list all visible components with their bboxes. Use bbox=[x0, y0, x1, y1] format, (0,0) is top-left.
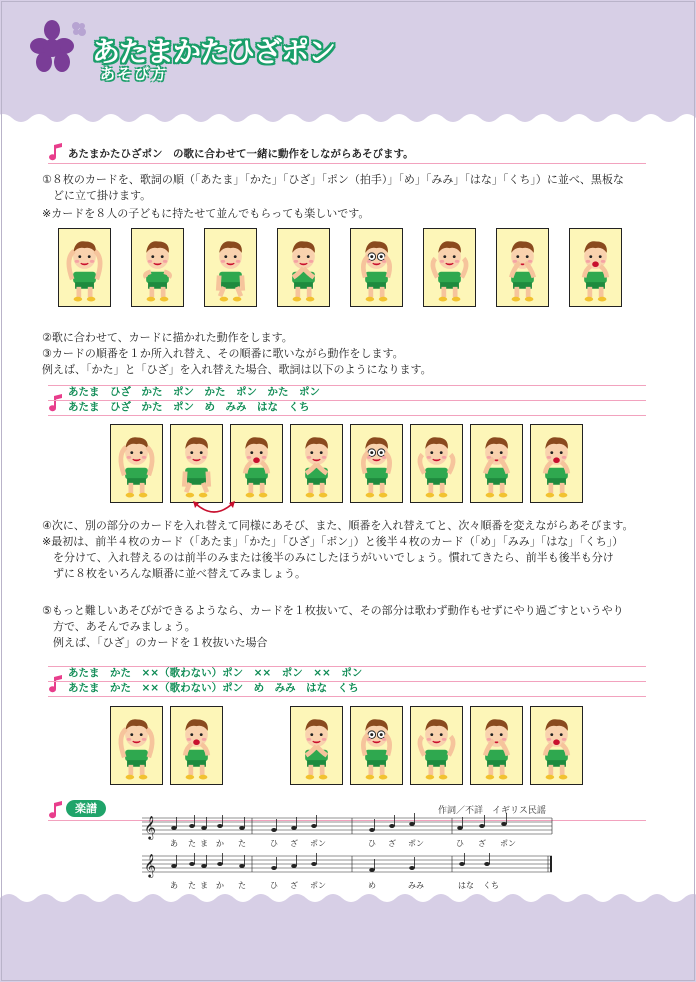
score-syllable: た bbox=[238, 839, 246, 848]
removed-card bbox=[170, 706, 223, 785]
swap-arrow-icon bbox=[190, 498, 238, 520]
score-syllable: あ bbox=[170, 839, 178, 848]
svg-text:𝄞: 𝄞 bbox=[144, 815, 156, 839]
music-note-icon bbox=[48, 800, 66, 820]
score-note bbox=[409, 866, 415, 870]
action-card bbox=[423, 228, 476, 307]
score-note bbox=[171, 826, 177, 830]
step5-line1: ⑤もっと難しいあそびができるようなら、カードを１枚抜いて、その部分は歌わず動作もせずにやり過ごすというやり bbox=[42, 604, 624, 617]
removed-card bbox=[410, 706, 463, 785]
action-card bbox=[569, 228, 622, 307]
score-note bbox=[189, 824, 195, 828]
score-syllable: ま bbox=[200, 839, 208, 848]
action-card bbox=[58, 228, 111, 307]
step2-text: ②歌に合わせて、カードに描かれた動作をします。 bbox=[42, 331, 293, 344]
removed-card bbox=[350, 706, 403, 785]
score-label: 楽譜 bbox=[66, 800, 106, 817]
score-credit: 作詞／不詳 イギリス民謡 bbox=[438, 806, 546, 816]
step1-line2: どに立て掛けます。 bbox=[42, 189, 152, 202]
action-card bbox=[204, 228, 257, 307]
flower-logo-icon bbox=[30, 18, 92, 78]
score-note bbox=[291, 826, 297, 830]
swapped-card bbox=[230, 424, 283, 503]
score-syllable: くち bbox=[483, 881, 499, 890]
score-note bbox=[217, 824, 223, 828]
step4-line1: ④次に、別の部分のカードを入れ替えて同様にあそび、また、順番を入れ替えてと、次々順番を変えながらあそびます。 bbox=[42, 519, 634, 532]
score-syllable: た bbox=[238, 881, 246, 890]
score-note bbox=[201, 864, 207, 868]
score-note bbox=[271, 828, 277, 832]
score-note bbox=[239, 826, 245, 830]
score-syllable: ひ bbox=[456, 839, 464, 848]
score-note bbox=[457, 826, 463, 830]
score-syllable: め bbox=[368, 881, 376, 890]
removed-card bbox=[470, 706, 523, 785]
music-note-icon bbox=[48, 142, 66, 162]
score-syllable: か bbox=[216, 881, 224, 890]
step5-line2: 方で、あそんでみましょう。 bbox=[42, 620, 196, 633]
step1-note: ※カードを８人の子どもに持たせて並んでもらっても楽しいです。 bbox=[42, 207, 370, 220]
score-note bbox=[189, 862, 195, 866]
lyrics2-line2: あたま かた ××（歌わない）ポン め みみ はな くち bbox=[68, 682, 359, 694]
score-note bbox=[291, 864, 297, 868]
score-syllable: ひ bbox=[270, 881, 278, 890]
score-syllable: ひ bbox=[368, 839, 376, 848]
score-syllable: ま bbox=[200, 881, 208, 890]
swapped-card bbox=[470, 424, 523, 503]
action-card bbox=[496, 228, 549, 307]
score-syllable: ざ bbox=[478, 839, 486, 848]
swapped-card bbox=[170, 424, 223, 503]
lyrics2-line1: あたま かた ××（歌わない）ポン ×× ポン ×× ポン bbox=[68, 667, 363, 679]
swapped-card bbox=[410, 424, 463, 503]
score-note bbox=[271, 866, 277, 870]
score-syllable: た bbox=[188, 839, 196, 848]
score-syllable: ポン bbox=[310, 881, 326, 890]
score-syllable: みみ bbox=[408, 881, 424, 890]
step3-text: ③カードの順番を１か所入れ替え、その順番に歌いながら動作をします。 bbox=[42, 347, 404, 360]
score-syllable: ざ bbox=[290, 839, 298, 848]
score-syllable: ざ bbox=[290, 881, 298, 890]
score-note bbox=[484, 862, 490, 866]
score-note bbox=[201, 826, 207, 830]
score-syllable: ポン bbox=[500, 839, 516, 848]
swapped-card bbox=[110, 424, 163, 503]
step4-note1: ※最初は、前半４枚のカード（「あたま」「かた」「ひざ」「ポン」）と後半４枚のカード（「め」「みみ」「はな」「くち」） bbox=[42, 535, 624, 548]
step4-note2: を分けて、入れ替えるのは前半のみまたは後半のみにしたほうがいいでしょう。慣れてきたら、前半も後半も分け bbox=[42, 551, 614, 564]
removed-card bbox=[290, 706, 343, 785]
lyrics1-line1: あたま ひざ かた ポン かた ポン かた ポン bbox=[68, 386, 320, 398]
score-note bbox=[501, 822, 507, 826]
score-note bbox=[171, 864, 177, 868]
swapped-card bbox=[530, 424, 583, 503]
score-note bbox=[217, 862, 223, 866]
music-note-icon bbox=[48, 393, 66, 413]
score-note bbox=[389, 824, 395, 828]
score-note bbox=[239, 864, 245, 868]
score-syllable: ポン bbox=[310, 839, 326, 848]
score-note bbox=[369, 828, 375, 832]
score-syllable: か bbox=[216, 839, 224, 848]
music-note-icon bbox=[48, 674, 66, 694]
action-card bbox=[277, 228, 330, 307]
svg-text:𝄞: 𝄞 bbox=[144, 853, 156, 877]
swapped-card bbox=[350, 424, 403, 503]
score-note bbox=[409, 822, 415, 826]
score-syllable: あ bbox=[170, 881, 178, 890]
example1-text: 例えば、「かた」と「ひざ」を入れ替えた場合、歌詞は以下のようになります。 bbox=[42, 363, 432, 376]
score-syllable: ひ bbox=[270, 839, 278, 848]
ruled-line bbox=[48, 696, 646, 697]
lyrics1-line2: あたま ひざ かた ポン め みみ はな くち bbox=[68, 401, 310, 413]
score-syllable: た bbox=[188, 881, 196, 890]
action-card bbox=[350, 228, 403, 307]
step4-note3: ずに８枚をいろんな順番に並べ替えてみましょう。 bbox=[42, 567, 306, 580]
step1-line1: ①８枚のカードを、歌詞の順（「あたま」「かた」「ひざ」「ポン（拍手）」「め」「みみ」「はな」「くち」）に並べ、黒板な bbox=[42, 173, 624, 186]
score-syllable: はな bbox=[458, 881, 474, 890]
swapped-card bbox=[290, 424, 343, 503]
step5-line3: 例えば、「ひざ」のカードを１枚抜いた場合 bbox=[42, 636, 268, 649]
score-note bbox=[479, 824, 485, 828]
score-note bbox=[311, 824, 317, 828]
ruled-line bbox=[48, 415, 646, 416]
removed-card bbox=[530, 706, 583, 785]
page-title: あたまかたひざポン bbox=[92, 35, 336, 68]
score-syllable: ポン bbox=[408, 839, 424, 848]
action-card bbox=[131, 228, 184, 307]
intro-text: あたまかたひざポン の歌に合わせて一緒に動作をしながらあそびます。 bbox=[68, 148, 414, 160]
page-subtitle: あそび方 bbox=[100, 65, 169, 83]
score-note bbox=[459, 862, 465, 866]
score-syllable: ざ bbox=[388, 839, 396, 848]
score-note bbox=[369, 868, 375, 872]
removed-card bbox=[110, 706, 163, 785]
score-note bbox=[311, 862, 317, 866]
intro-underline bbox=[48, 163, 646, 164]
